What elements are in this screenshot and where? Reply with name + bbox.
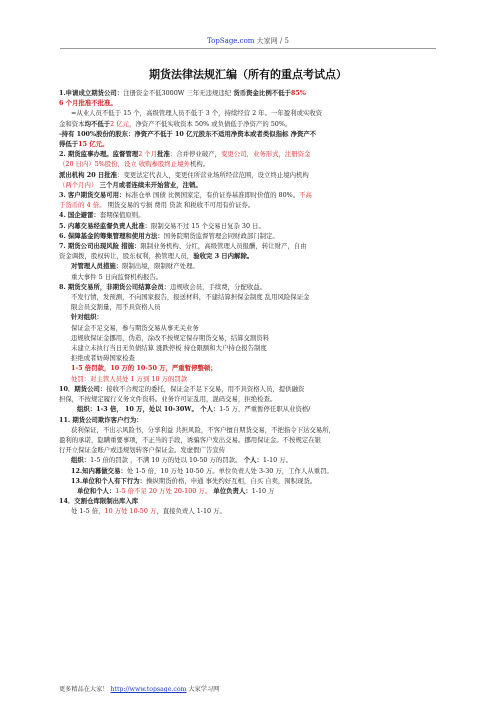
header-divider	[60, 48, 436, 49]
text-segment: 10 万处 10-50 万，	[104, 507, 163, 516]
text-line	[59, 210, 437, 220]
text-segment: 2. 期货监事办理。	[59, 150, 113, 159]
text-segment: 2 亿元	[110, 119, 130, 128]
text-segment: 境外	[177, 160, 190, 169]
text-segment: 10．期货公司：	[59, 384, 107, 393]
text-segment: 监督管理	[112, 150, 139, 159]
document-body	[59, 88, 437, 517]
text-line	[59, 159, 437, 169]
text-segment: 验收完 3 日内解除。	[193, 252, 254, 261]
text-line	[59, 282, 437, 292]
text-segment: 组织：1-3 倍， 10 万，处以 10-30W。	[77, 405, 198, 414]
text-segment: 8. 期货交易所，非期货公司结算会员：	[59, 282, 171, 291]
text-line	[59, 302, 437, 312]
text-segment: 1-5 倍不足 20 万处 20-100 万。	[115, 486, 212, 495]
text-segment: 3. 客户期货交易可用：	[59, 191, 126, 200]
text-segment: 限制业务机构、分红，高级管理人员报酬，转让财产，自由	[140, 242, 307, 251]
document-title: 期货法律法规汇编（所有的重点考试点）	[149, 68, 347, 81]
text-segment: 拒绝或者妨碍国家检查	[71, 354, 135, 363]
text-segment: 不高	[299, 191, 312, 200]
text-segment: 货币资金比例不低于	[231, 89, 291, 97]
footer-suffix: 大家学习网	[186, 686, 220, 693]
text-segment: 注册资金不低3000W 三年无违规违纪	[123, 89, 232, 97]
text-segment: 均不低于	[84, 119, 111, 128]
text-segment: ：变更法定代表人，变更住所营业场所经营范围，设立终止境内机构	[117, 170, 309, 179]
page-header	[0, 36, 496, 46]
text-segment: 于货币的 4 倍。	[59, 201, 106, 210]
text-segment: 标准仓单 国债 比例国家定，有价证券基准即时价值的 80%。	[125, 191, 300, 200]
text-segment: 6. 保障基金的筹集管理和使用方法：	[59, 231, 164, 240]
site-link[interactable]: TopSage.com	[207, 37, 255, 45]
text-line	[59, 231, 437, 241]
text-line	[59, 241, 437, 251]
text-segment: 机构。	[189, 160, 210, 169]
footer-link[interactable]: http://www.topsage.com	[110, 686, 187, 693]
text-segment: 操纵期货价格，申通 事先约好互相，自买 自卖，囤积现货。	[146, 476, 317, 485]
text-segment: 对管理人员措施：	[71, 262, 123, 271]
text-segment: 国务院期货监督管理会同财政部门制定。	[163, 231, 279, 240]
text-segment: 限制出境，限制财产处理。	[122, 262, 199, 271]
text-line	[59, 170, 437, 180]
text-line	[59, 98, 437, 108]
text-line	[59, 374, 437, 384]
text-line	[59, 323, 437, 333]
text-line	[59, 149, 437, 159]
text-segment: 保证金不足交易，参与期货交易从事无关业务	[71, 323, 199, 332]
text-line	[59, 404, 437, 414]
text-segment: ，净资产不低实收资本 50% 或负债低于净资产的 50%。	[129, 119, 292, 128]
text-segment: 派出机构	[59, 170, 85, 179]
text-segment: 期货交易的亏损 费用 贷款 和税收不可用有价证券。	[105, 201, 255, 210]
text-line	[59, 261, 437, 271]
text-segment: （20 日内）5%股份，设立 收购参股终止	[59, 160, 178, 169]
text-segment: 单位和个人：	[77, 486, 116, 495]
text-segment: 获利保证，不出示风险书，分享利益 共担风险，不客户擅自期货交易，不把指令下达交易所，	[71, 425, 336, 434]
text-line	[59, 455, 437, 465]
text-segment: 直接负责人 1-10 万。	[162, 507, 226, 516]
text-segment: 处罚：对主管人员处 1 万到 10 万的罚款	[71, 374, 188, 383]
text-segment: 1-10 万	[251, 486, 275, 495]
text-line	[59, 476, 437, 486]
text-segment: 重大事件 5 日向监督机构报告。	[71, 272, 163, 281]
text-segment: 资金调拨，股权转让，股东权利，换管理人员，	[59, 252, 194, 261]
text-segment: 6 个月批准不批准。	[59, 99, 117, 108]
text-line	[59, 119, 437, 129]
text-segment: 三个月或者连续未开始营业，注销。	[97, 180, 202, 189]
text-line	[59, 272, 437, 282]
text-segment: 处 1-5 倍，10 万处 10-50 万。单位负责人处 3-30 万，工作人从重罚。	[126, 466, 333, 475]
text-segment: 个人：	[241, 456, 263, 465]
text-segment: （两个月内）	[59, 180, 98, 189]
text-segment: 2 个月	[138, 150, 158, 159]
text-segment: 变更公司，业务形式，注册资金	[221, 150, 311, 159]
text-segment: 批准	[157, 150, 170, 159]
text-line	[59, 292, 437, 302]
text-segment: 单位负责人：	[211, 486, 252, 495]
page-footer	[59, 684, 437, 693]
text-line	[59, 312, 437, 322]
text-segment: 限会员交割量，用不具资格人员	[71, 303, 161, 312]
text-segment: 85%	[290, 89, 306, 97]
text-segment: 13.单位和个人有下行为：	[71, 476, 147, 485]
text-segment: 得低于	[59, 140, 79, 149]
text-line	[59, 108, 437, 118]
text-line	[59, 129, 437, 139]
text-line	[59, 496, 437, 506]
text-line	[59, 221, 437, 231]
text-segment: 14．交割仓库限制出库入库	[59, 497, 139, 506]
text-segment: 金和资本	[59, 119, 85, 128]
text-line	[59, 435, 437, 445]
footer-prefix: 更多精品在大家！	[59, 686, 111, 693]
text-line	[59, 415, 437, 425]
text-segment: 违规收保证金挪用，伪造，涂改不按规定保存期货交易，结算交割资料	[71, 333, 270, 342]
text-segment: 套期保值原则。	[99, 211, 145, 220]
text-segment: 4. 国企避雷：	[59, 211, 100, 220]
text-segment: 接收不合规定的委托，保证金不足下交易，用不具资格人员，提供融资	[106, 384, 305, 393]
text-segment: -持有 100%股份的股东：净资产不低于 10 亿元股东不适用净资本或者类似指标 净资产不	[59, 129, 317, 138]
text-segment: 20 日批准	[84, 170, 118, 179]
text-line	[59, 180, 437, 190]
text-segment: 处 1-5 倍，	[71, 507, 105, 516]
text-segment: 7. 期货公司出现风险 措施：	[59, 242, 141, 251]
text-line	[59, 445, 437, 455]
text-segment: 盈利的承诺，隐瞒重要事项，不正当的手段，诱骗客户发出交易。挪用保证金。不按规定在银	[59, 435, 322, 444]
text-segment: 1-5 倍罚款，10 万的 10-50 万，严重暂停整顿；	[71, 364, 217, 373]
text-line	[59, 333, 437, 343]
text-segment: 15 亿元。	[78, 140, 109, 149]
header-suffix: 大家网 / 5	[254, 37, 289, 45]
text-segment: 未建立未执行当日无负债结算 涨跌停板 持仓限额和大户持仓报告制度	[71, 344, 267, 353]
text-segment: 1-5 倍的罚款 ，不满 10 万的处以 10-50 万的罚款。	[90, 456, 242, 465]
text-segment: 1.申请成立期货公司：	[59, 89, 124, 97]
text-segment: 限制交易不过 15 个交易日复杂 30 日。	[150, 221, 265, 230]
text-segment: 11. 期货公司欺诈客户行为：	[59, 415, 143, 424]
text-line	[59, 343, 437, 353]
text-segment: 1-5 万，严重暂停任职从业资格/	[219, 405, 311, 414]
text-segment: 组织：	[71, 456, 91, 465]
text-segment: 针对组织：	[71, 313, 103, 322]
text-line	[59, 425, 437, 435]
text-line	[59, 363, 437, 373]
text-segment: =从业人员不低于 15 个，高级管理人员不低于 3 个，持续经营 2 年。一年盈利或实收资	[71, 109, 323, 118]
text-line	[59, 88, 437, 98]
text-segment: 行开立保证金账户或违规划转客户保证金。发虚假广告宣传	[59, 446, 226, 455]
text-segment: 1-10 万。	[262, 456, 293, 465]
text-segment: 12.知内幕做交易：	[71, 466, 127, 475]
text-line	[59, 251, 437, 261]
text-line	[59, 353, 437, 363]
text-line	[59, 139, 437, 149]
text-segment: 5. 内幕交易经监督负责人批准：	[59, 221, 151, 230]
text-line	[59, 200, 437, 210]
text-line	[59, 394, 437, 404]
text-line	[59, 466, 437, 476]
text-line	[59, 190, 437, 200]
text-segment: 不发行情，发预测，不向国家报告，报送材料，不建结算担保金制度 乱用风险保证金	[71, 293, 310, 302]
text-line	[59, 506, 437, 516]
text-segment: 担保，不按规定履行义务文件资料。业务许可证乱用，混码交易，拒绝检查。	[59, 395, 277, 404]
text-segment: ：合并停业破产，	[169, 150, 221, 159]
text-line	[59, 486, 437, 496]
text-segment: 违规收会员，手续费，分配收益。	[170, 282, 267, 291]
text-line	[59, 384, 437, 394]
text-segment: 个人：	[197, 405, 220, 414]
